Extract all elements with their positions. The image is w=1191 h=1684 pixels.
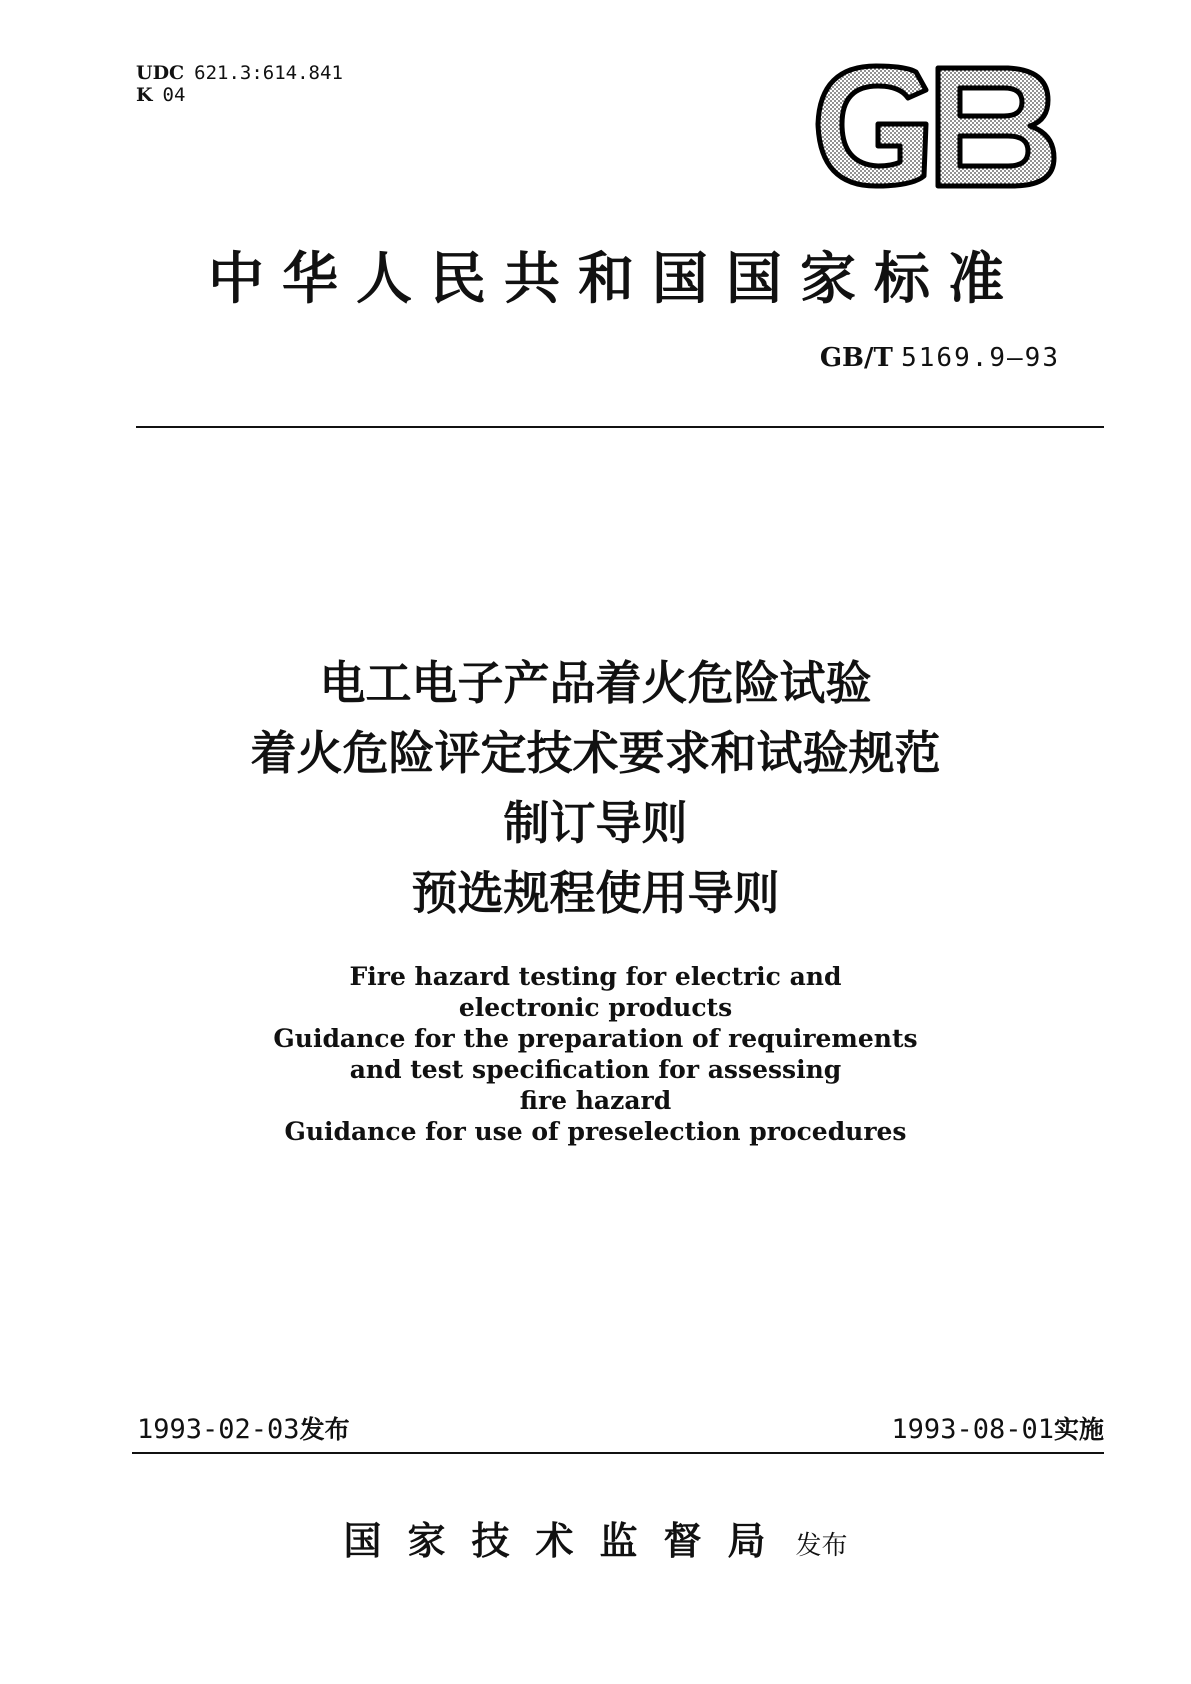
publisher-name: 国家技术监督局 [343,1518,792,1563]
english-title-line: Guidance for the preparation of requirements [273,1024,918,1053]
footer-divider [132,1452,1104,1454]
chinese-title [0,648,1191,928]
udc-label: UDC [136,62,185,84]
effective-date [891,1410,1104,1446]
publisher [0,1510,1191,1565]
chinese-title-line: 制订导则 [503,796,688,850]
publisher-suffix: 发布 [795,1531,848,1561]
standard-heading: 中华人民共和国国家标准 [208,246,1022,312]
standard-code [760,343,1060,373]
k-label: K [136,84,153,106]
english-title-line: electronic products [458,993,733,1022]
udc-code [136,62,343,84]
standard-code-number: 5169.9—93 [901,343,1060,373]
gb-logo [808,62,1058,192]
issue-date [137,1410,350,1446]
udc-value: 621.3:614.841 [194,62,343,84]
english-title-line: Fire hazard testing for electric and [349,962,842,991]
chinese-title-line: 电工电子产品着火危险试验 [319,656,872,710]
effective-date-value: 1993-08-01 [891,1414,1054,1445]
issue-date-value: 1993-02-03 [137,1414,300,1445]
k-code [136,84,185,106]
gb-logo-graphic [808,62,1058,192]
english-title-line: and test specification for assessing [349,1055,842,1084]
issue-date-label: 发布 [299,1415,350,1444]
standard-code-prefix: GB/T [819,343,893,373]
effective-date-label: 实施 [1053,1415,1104,1444]
english-title-line: fire hazard [519,1086,672,1115]
chinese-title-line: 预选规程使用导则 [411,866,780,920]
english-title [0,961,1191,1147]
chinese-title-line: 着火危险评定技术要求和试验规范 [250,726,941,780]
english-title-line: Guidance for use of preselection procedures [284,1117,907,1146]
header-divider [136,426,1104,428]
k-value: 04 [162,84,186,106]
